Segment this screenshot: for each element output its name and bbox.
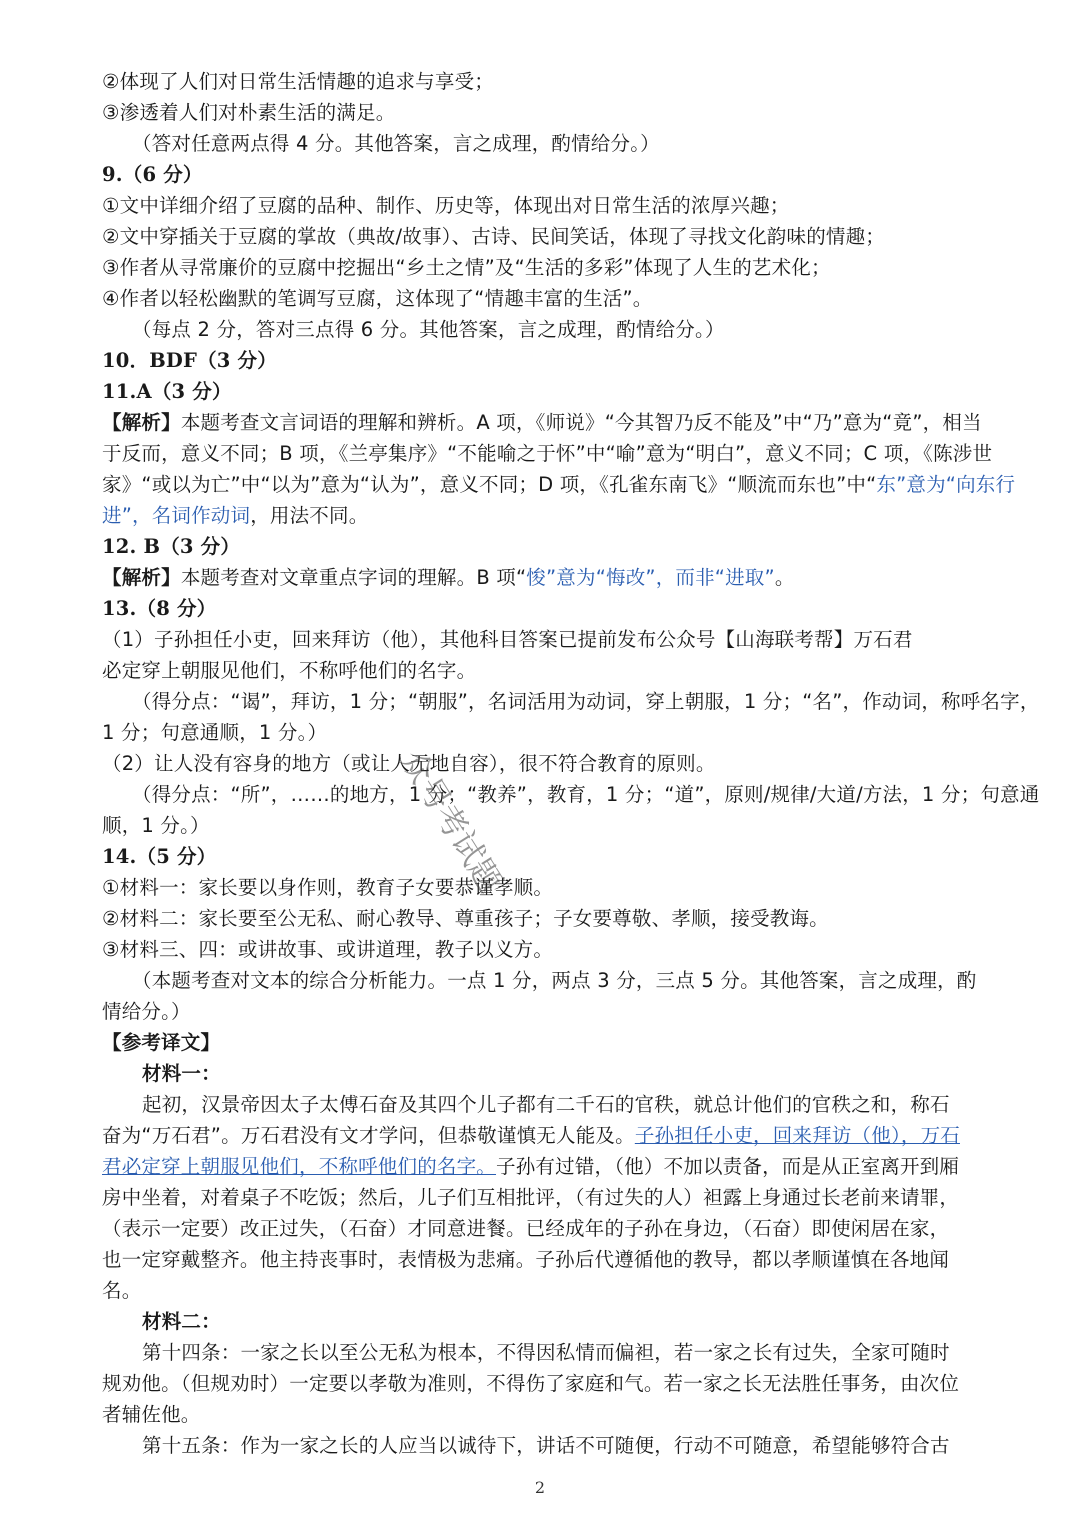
question-heading-9: 9.（6 分） bbox=[102, 163, 203, 186]
analysis-line bbox=[102, 471, 1015, 499]
answer-line: ③作者从寻常廉价的豆腐中挖掘出“乡土之情”及“生活的多彩”体现了人生的艺术化； bbox=[102, 256, 831, 279]
answer-line: ④作者以轻松幽默的笔调写豆腐，这体现了“情趣丰富的生活”。 bbox=[102, 287, 653, 310]
translation-line: 第十五条：作为一家之长的人应当以诚待下，讲话不可随便，行动不可随意，希望能够符合古 bbox=[142, 1434, 950, 1457]
analysis-label: 【解析】 bbox=[102, 566, 181, 589]
translation-line: 也一定穿戴整齐。他主持丧事时，表情极为悲痛。子孙后代遵循他的教导，都以孝顺谨慎在各地闻 bbox=[102, 1248, 950, 1271]
question-heading-10: 10．BDF（3 分） bbox=[102, 349, 277, 372]
translation-line: 起初，汉景帝因太子太傅石奋及其四个儿子都有二千石的官秩，就总计他们的官秩之和，称石 bbox=[142, 1093, 950, 1116]
scoring-note: 顺，1 分。） bbox=[102, 814, 210, 837]
question-heading-13: 13.（8 分） bbox=[102, 597, 217, 620]
answer-line: ②体现了人们对日常生活情趣的追求与享受； bbox=[102, 70, 494, 93]
analysis-text: ，用法不同。 bbox=[250, 504, 369, 527]
translation-text: 子孙有过错，（他）不加以责备，而是从正室离开到厢 bbox=[496, 1155, 960, 1178]
highlighted-text: 进”，名词作动词 bbox=[102, 504, 251, 527]
scoring-note: （得分点：“谒”，拜访，1 分；“朝服”，名词活用为动词，穿上朝服，1 分；“名”，作动词，称呼名字， bbox=[132, 690, 1040, 713]
answer-line: ③渗透着人们对朴素生活的满足。 bbox=[102, 101, 396, 124]
answer-line: ①文中详细介绍了豆腐的品种、制作、历史等，体现出对日常生活的浓厚兴趣； bbox=[102, 194, 790, 217]
answer-line: （2）让人没有容身的地方（或让人无地自容），很不符合教育的原则。 bbox=[102, 752, 716, 775]
answer-line: 必定穿上朝服见他们，不称呼他们的名字。 bbox=[102, 659, 477, 682]
scoring-note: 情给分。） bbox=[102, 1000, 191, 1023]
analysis-text: 本题考查文言词语的理解和辨析。A 项，《师说》“今其智乃反不能及”中“乃”意为“竟”，相当 bbox=[180, 411, 982, 434]
analysis-text: 。 bbox=[774, 566, 795, 589]
underlined-text: 君必定穿上朝服见他们，不称呼他们的名字。 bbox=[102, 1155, 497, 1178]
analysis-text: 家》“或以为亡”中“以为”意为“认为”，意义不同；D 项，《孔雀东南飞》“顺流而东也”中“ bbox=[102, 473, 877, 496]
translation-text: 奋为“万石君”。万石君没有文才学问，但恭敬谨慎无人能及。 bbox=[102, 1124, 635, 1147]
answer-line: ③材料三、四：或讲故事、或讲道理，教子以义方。 bbox=[102, 938, 554, 961]
scoring-note: （答对任意两点得 4 分。其他答案，言之成理，酌情给分。） bbox=[132, 132, 660, 155]
scoring-note: （本题考查对文本的综合分析能力。一点 1 分，两点 3 分，三点 5 分。其他答案，言之成理，酌 bbox=[132, 969, 977, 992]
translation-line: 第十四条：一家之长以至公无私为根本，不得因私情而偏袒，若一家之长有过失，全家可随时 bbox=[142, 1341, 950, 1364]
highlighted-text: 悛”意为“悔改”，而非“进取” bbox=[526, 566, 775, 589]
analysis-label: 【解析】 bbox=[102, 411, 181, 434]
question-heading-14: 14.（5 分） bbox=[102, 845, 217, 868]
translation-line: 名。 bbox=[102, 1279, 142, 1302]
analysis-line bbox=[102, 564, 795, 592]
analysis-line bbox=[102, 409, 982, 437]
answer-line: （1）子孙担任小吏，回来拜访（他），其他科目答案已提前发布公众号【山海联考帮】万石君 bbox=[102, 628, 913, 651]
scoring-note: （得分点：“所”，……的地方，1 分；“教养”，教育，1 分；“道”，原则/规律/大道/方法，1 分；句意通 bbox=[132, 783, 1040, 806]
question-heading-11: 11.A（3 分） bbox=[102, 380, 232, 403]
watermark: 众号考试题 bbox=[392, 743, 510, 900]
answer-line: ②文中穿插关于豆腐的掌故（典故/故事）、古诗、民间笑话，体现了寻找文化韵味的情趣； bbox=[102, 225, 886, 248]
translation-heading: 【参考译文】 bbox=[102, 1031, 221, 1054]
translation-line: 房中坐着，对着桌子不吃饭；然后，儿子们互相批评，（有过失的人）袒露上身通过长老前来请罪， bbox=[102, 1186, 960, 1209]
scoring-note: （每点 2 分，答对三点得 6 分。其他答案，言之成理，酌情给分。） bbox=[132, 318, 725, 341]
material-heading-1: 材料一： bbox=[142, 1062, 221, 1085]
translation-line: 规劝他。（但规劝时）一定要以孝敬为准则，不得伤了家庭和气。若一家之长无法胜任事务，由次位 bbox=[102, 1372, 960, 1395]
question-heading-12: 12. B（3 分） bbox=[102, 535, 241, 558]
analysis-line bbox=[102, 502, 368, 530]
scoring-note: 1 分；句意通顺，1 分。） bbox=[102, 721, 328, 744]
page-number: 2 bbox=[534, 1478, 546, 1497]
material-heading-2: 材料二： bbox=[142, 1310, 221, 1333]
analysis-text: 本题考查对文章重点字词的理解。B 项“ bbox=[180, 566, 527, 589]
underlined-text: 子孙担任小吏，回来拜访（他），万石 bbox=[634, 1124, 960, 1147]
highlighted-text: 东”意为“向东行 bbox=[876, 473, 1016, 496]
answer-line: ②材料二：家长要至公无私、耐心教导、尊重孩子；子女要尊敬、孝顺，接受教诲。 bbox=[102, 907, 829, 930]
translation-line: （表示一定要）改正过失，（石奋）才同意进餐。已经成年的子孙在身边，（石奋）即使闲居在家， bbox=[102, 1217, 950, 1240]
translation-line bbox=[102, 1153, 959, 1181]
translation-line: 者辅佐他。 bbox=[102, 1403, 201, 1426]
translation-line bbox=[102, 1122, 960, 1150]
analysis-line: 于反而，意义不同；B 项，《兰亭集序》“不能喻之于怀”中“喻”意为“明白”，意义不同；C 项，《陈涉世 bbox=[102, 442, 993, 465]
answer-line: ①材料一：家长要以身作则，教育子女要恭谨孝顺。 bbox=[102, 876, 554, 899]
